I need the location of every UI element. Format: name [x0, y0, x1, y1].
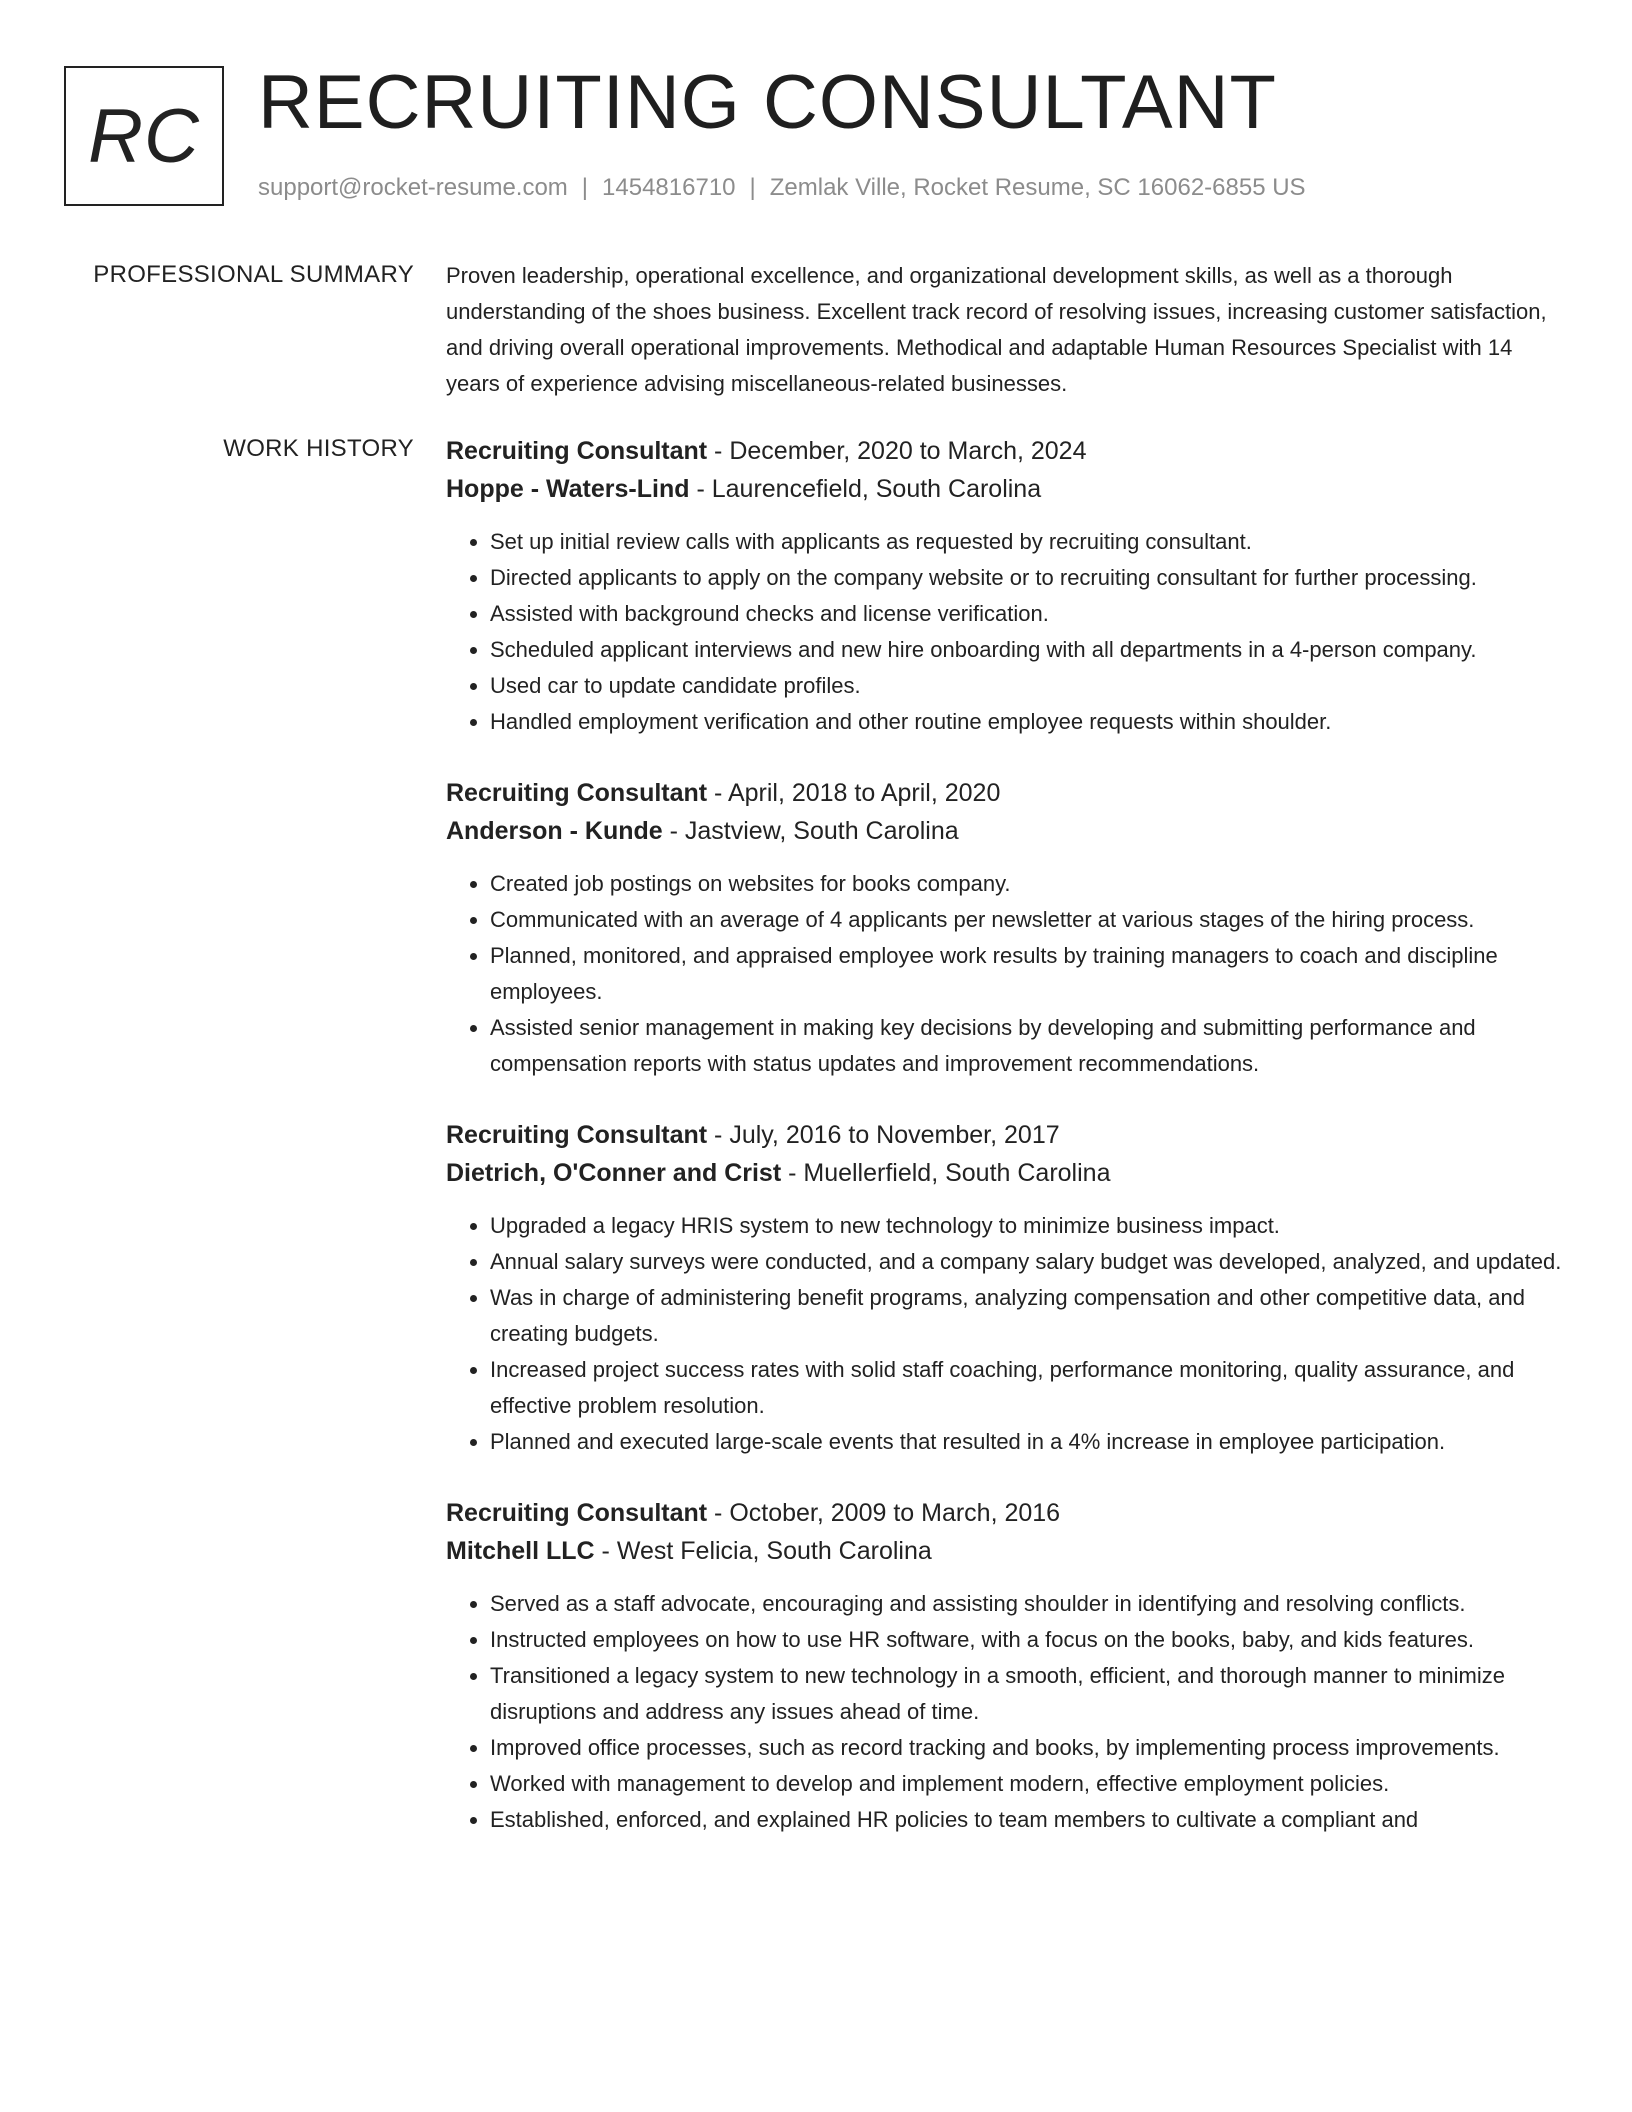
- list-item: • Used car to update candidate profiles.: [490, 668, 1566, 704]
- job-title-line: [446, 1494, 1566, 1532]
- contact-phone: 1454816710: [602, 174, 736, 201]
- list-item: • Planned, monitored, and appraised employee work results by training managers to coach and discipline employees.: [490, 938, 1566, 1010]
- list-item: • Annual salary surveys were conducted, and a company salary budget was developed, analyzed, and updated.: [490, 1244, 1566, 1280]
- job-bullets: [446, 1208, 1566, 1460]
- work-history-body: [446, 432, 1566, 1872]
- list-item: • Was in charge of administering benefit programs, analyzing compensation and other competitive data, and creating budgets.: [490, 1280, 1566, 1352]
- job-title: Recruiting Consultant: [446, 1499, 708, 1527]
- list-item: • Instructed employees on how to use HR software, with a focus on the books, baby, and kids features.: [490, 1622, 1566, 1658]
- summary-text: Proven leadership, operational excellence, and organizational development skills, as well as a thorough understanding of the shoes business. Excellent track record of resolving issues, increasing customer satisfaction, and driving overall operational improvements. Methodical and adaptable Human Resources Specialist with 14 years of experience advising miscellaneous-related businesses.: [446, 263, 1547, 396]
- contact-separator: |: [581, 174, 589, 201]
- job-location: - Laurencefield, South Carolina: [689, 475, 1042, 503]
- job-entry: [446, 1116, 1566, 1460]
- job-title: Recruiting Consultant: [446, 779, 708, 807]
- contact-email: support@rocket-resume.com: [258, 174, 568, 201]
- monogram-logo: RC: [64, 66, 224, 206]
- job-title-line: [446, 774, 1566, 812]
- contact-line: [258, 174, 1306, 202]
- list-item: • Handled employment verification and other routine employee requests within shoulder.: [490, 704, 1566, 740]
- list-item: • Assisted with background checks and license verification.: [490, 596, 1566, 632]
- job-company-line: [446, 1154, 1566, 1192]
- list-item: • Assisted senior management in making key decisions by developing and submitting performance and compensation reports with status updates and improvement recommendations.: [490, 1010, 1566, 1082]
- job-company-line: [446, 812, 1566, 850]
- page-title: RECRUITING CONSULTANT: [258, 60, 1277, 145]
- job-dates: - April, 2018 to April, 2020: [707, 779, 1001, 807]
- contact-address: Zemlak Ville, Rocket Resume, SC 16062-6855 US: [769, 174, 1306, 201]
- job-company-line: [446, 1532, 1566, 1570]
- list-item: • Improved office processes, such as record tracking and books, by implementing process improvements.: [490, 1730, 1566, 1766]
- job-location: - Muellerfield, South Carolina: [781, 1159, 1111, 1187]
- list-item: • Set up initial review calls with applicants as requested by recruiting consultant.: [490, 524, 1566, 560]
- list-item: • Directed applicants to apply on the company website or to recruiting consultant for further processing.: [490, 560, 1566, 596]
- list-item: • Transitioned a legacy system to new technology in a smooth, efficient, and thorough manner to minimize disruptions and address any issues ahead of time.: [490, 1658, 1566, 1730]
- job-dates: - October, 2009 to March, 2016: [707, 1499, 1061, 1527]
- job-title-line: [446, 1116, 1566, 1154]
- job-location: - West Felicia, South Carolina: [594, 1537, 932, 1565]
- work-history-heading: WORK HISTORY: [223, 435, 414, 462]
- job-bullets: [446, 1586, 1566, 1838]
- list-item: • Planned and executed large-scale events that resulted in a 4% increase in employee participation.: [490, 1424, 1566, 1460]
- job-entry: [446, 432, 1566, 740]
- job-company: Hoppe - Waters-Lind: [446, 475, 690, 503]
- job-location: - Jastview, South Carolina: [662, 817, 959, 845]
- job-title-line: [446, 432, 1566, 470]
- job-dates: - December, 2020 to March, 2024: [707, 437, 1087, 465]
- list-item: • Worked with management to develop and implement modern, effective employment policies.: [490, 1766, 1566, 1802]
- job-company: Dietrich, O'Conner and Crist: [446, 1159, 782, 1187]
- job-entry: [446, 774, 1566, 1082]
- list-item: • Created job postings on websites for books company.: [490, 866, 1566, 902]
- job-title: Recruiting Consultant: [446, 437, 708, 465]
- summary-body: [446, 258, 1566, 402]
- job-company: Anderson - Kunde: [446, 817, 663, 845]
- summary-heading: PROFESSIONAL SUMMARY: [93, 261, 414, 288]
- job-dates: - July, 2016 to November, 2017: [707, 1121, 1060, 1149]
- job-title: Recruiting Consultant: [446, 1121, 708, 1149]
- job-bullets: [446, 524, 1566, 740]
- list-item: • Communicated with an average of 4 applicants per newsletter at various stages of the hiring process.: [490, 902, 1566, 938]
- job-company: Mitchell LLC: [446, 1537, 595, 1565]
- list-item: • Upgraded a legacy HRIS system to new technology to minimize business impact.: [490, 1208, 1566, 1244]
- contact-separator: |: [749, 174, 756, 201]
- job-bullets: [446, 866, 1566, 1082]
- job-company-line: [446, 470, 1566, 508]
- list-item: • Scheduled applicant interviews and new hire onboarding with all departments in a 4-person company.: [490, 632, 1566, 668]
- list-item: • Increased project success rates with solid staff coaching, performance monitoring, quality assurance, and effective problem resolution.: [490, 1352, 1566, 1424]
- job-entry: [446, 1494, 1566, 1838]
- list-item: • Served as a staff advocate, encouraging and assisting shoulder in identifying and resolving conflicts.: [490, 1586, 1566, 1622]
- list-item: • Established, enforced, and explained HR policies to team members to cultivate a compliant and: [490, 1802, 1566, 1838]
